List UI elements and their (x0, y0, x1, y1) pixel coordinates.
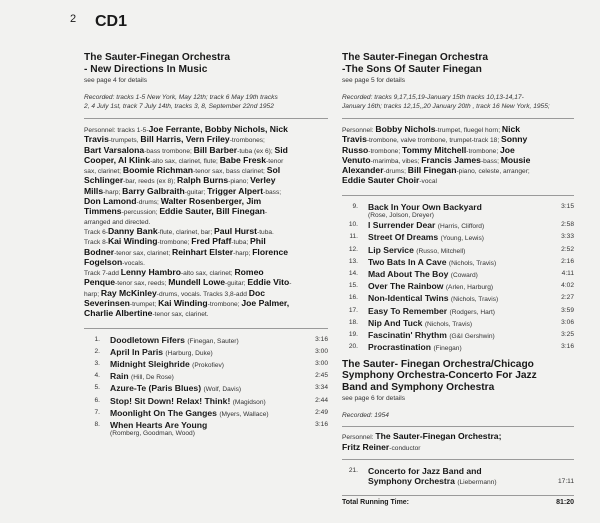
musician-name: Eddie Sauter Choir (342, 175, 420, 186)
musician-name: Walter Rosenberger, Jim (160, 196, 262, 207)
musician-name: Mousie (500, 154, 531, 165)
track-row-21 (342, 466, 574, 492)
left-tracklist (84, 335, 328, 455)
right-divider-2 (342, 195, 574, 196)
musician-name: Francis James (421, 154, 481, 165)
track-number: 2. (94, 347, 100, 355)
musician-name: Lenny Hambro (120, 267, 181, 278)
track-duration: 2:52 (561, 245, 574, 253)
track-duration: 3:16 (561, 343, 574, 351)
musician-name: Nick (501, 124, 521, 134)
personnel-text: -trombone, valve trombone, trumpet-track 18; (366, 137, 501, 145)
track-title-text: Doodletown Fifers (110, 334, 185, 345)
track-number: 6. (94, 396, 100, 404)
musician-name: Romeo (234, 267, 264, 278)
track-title (368, 330, 495, 340)
track-title-text: Lip Service (368, 244, 414, 255)
personnel-text: -bass trombone; (144, 147, 194, 155)
track-title-text: Street Of Dreams (368, 232, 439, 243)
track-number: 17. (348, 306, 358, 314)
track-credit: (Magidson) (232, 398, 266, 406)
musician-name: Ray McKinley (100, 287, 157, 298)
track-title-text: Two Bats In A Cave (368, 256, 447, 267)
musician-name: Bobby Nichols (375, 124, 436, 134)
track-title (368, 293, 498, 303)
musician-name: Kai Winding (107, 236, 158, 247)
right-album-title: The Sauter-Finegan Orchestra -The Sons Of Sauter Finegan (342, 52, 489, 75)
personnel-text: -bass; (480, 157, 501, 165)
track-title (368, 220, 484, 230)
musician-name: Mundell Lowe (168, 277, 225, 288)
musician-name: Florence (252, 246, 289, 257)
track-number: 19. (348, 331, 358, 339)
personnel-text: -bass; (263, 188, 282, 196)
track-title (110, 396, 266, 406)
track-title-text: Azure-Te (Paris Blues) (110, 383, 202, 394)
personnel-line (342, 125, 574, 135)
track-number: 10. (348, 221, 358, 229)
track-title (110, 371, 174, 381)
track-number: 13. (348, 257, 358, 265)
track-duration: 2:58 (561, 221, 574, 229)
track-title (368, 306, 495, 316)
personnel-line (84, 156, 328, 166)
track-number: 4. (94, 372, 100, 380)
personnel-text: sax, clarinet; (84, 168, 123, 176)
musician-name: Paul Hurst (214, 225, 258, 236)
personnel-text: -piano, celeste, arranger; (456, 168, 530, 176)
musician-name: Charlie Albertine (84, 308, 153, 319)
track-title-text: Stop! Sit Down! Relax! Think! (110, 395, 231, 406)
track-title (110, 408, 269, 418)
right-divider (342, 118, 574, 119)
track-title (368, 342, 462, 352)
track-duration: 2:49 (315, 408, 328, 416)
personnel-line (84, 176, 328, 186)
track-credit: (Coward) (450, 272, 478, 280)
musician-name: Timmens (84, 206, 122, 217)
musician-name: Joe Palmer, (241, 298, 290, 309)
track-number: 18. (348, 318, 358, 326)
musician-name: Kai Winding (158, 298, 208, 309)
total-running-time (342, 499, 574, 511)
track-duration: 3:33 (561, 233, 574, 241)
right-divider-4 (342, 459, 574, 460)
track-credit: (Nichols, Travis) (450, 296, 499, 304)
track-title-text: Procrastination (368, 342, 432, 353)
personnel-text: -tuba; (231, 239, 251, 247)
personnel-text: -tuba. (257, 228, 274, 236)
personnel-text: -marimba, vibes; (370, 157, 422, 165)
personnel-text: Personnel: tracks 1-5- (84, 127, 149, 134)
track-title-text: April In Paris (110, 346, 164, 357)
personnel-text: arranged and directed. (84, 218, 151, 226)
track-title-text: I Surrender Dear (368, 220, 436, 231)
musician-name: Bill Finegan (407, 165, 457, 176)
personnel-text: -vocal (419, 178, 437, 186)
personnel-text: -guitar; (225, 280, 248, 288)
musician-name: Sid (274, 144, 288, 155)
left-recorded: Recorded: tracks 1-5 New York, May 12th; track 6 May 19th tracks 2, 4 July 1st, track 7 July 14th, tracks 3, 8, September 22nd 1952 (84, 94, 278, 110)
track-credit: (Romberg, Goodman, Wood) (110, 430, 195, 438)
track-number: 16. (348, 294, 358, 302)
musician-name: Trigger Alpert (207, 185, 264, 196)
track-credit: (Arlen, Harburg) (445, 284, 494, 292)
musician-name: Mills (84, 185, 104, 196)
musician-name: Fred Pfaff (191, 236, 232, 247)
musician-name: Barry Galbraith (122, 185, 185, 196)
track-title-text: Midnight Sleighride (110, 359, 190, 370)
personnel-text: -trumpets, (108, 137, 141, 145)
personnel-text: -piano; (228, 178, 251, 186)
left-album-title: The Sauter-Finegan Orchestra - New Directions In Music (84, 52, 231, 75)
right-personnel (342, 125, 574, 187)
musician-name: Travis (84, 134, 109, 145)
track-title (368, 232, 484, 242)
personnel-text: -harp; (233, 249, 253, 257)
musician-name: Penque (84, 277, 116, 288)
track-number: 3. (94, 360, 100, 368)
track-title (110, 383, 241, 393)
musician-name: Danny Bank (107, 225, 158, 236)
track-number: 12. (348, 245, 358, 253)
personnel-text: Track 7-add (84, 270, 121, 278)
track-duration: 17:11 (557, 477, 574, 485)
personnel-text: -tenor sax, bass clarinet; (193, 168, 267, 176)
personnel-line (84, 309, 328, 319)
track-number: 20. (348, 343, 358, 351)
personnel-text: -alto sax, clarinet; (180, 270, 235, 278)
track-number: 21. (348, 466, 358, 474)
right-column (342, 52, 574, 522)
musician-name: Fogelson (84, 256, 123, 267)
track-title-text: Easy To Remember (368, 305, 448, 316)
musician-name: Don Lamond (84, 196, 137, 207)
track-number: 11. (349, 233, 358, 241)
personnel-text: -drums, vocals. Tracks 3,8-add (156, 290, 249, 298)
right-personnel-2: Personnel: The Sauter-Finegan Orchestra; Fritz Reiner-conductor (342, 431, 502, 452)
musician-name: Schlinger (84, 175, 124, 186)
track-title: Concerto for Jazz Band and Symphony Orchestra (Liebermann) (368, 465, 497, 486)
track-credit: (Hill, De Rose) (131, 374, 174, 382)
track-title (368, 257, 496, 267)
track-credit: (Nichols, Travis) (448, 259, 497, 267)
track-title-text: Fascinatin' Rhythm (368, 330, 447, 341)
personnel-line (84, 207, 328, 217)
track-duration: 2:45 (315, 372, 328, 380)
track-duration: 2:16 (561, 257, 574, 265)
page-number: 2 (70, 13, 77, 25)
track-number: 14. (348, 270, 358, 278)
personnel-text: -tenor sax, clarinet; (114, 249, 172, 257)
musician-name: Reinhart Elster (171, 246, 234, 257)
musician-name: Bill Harris, Vern Friley (140, 134, 230, 145)
track-credit: (Finegan, Sauter) (187, 337, 239, 345)
personnel-text: harp; (84, 290, 101, 298)
track-title (368, 202, 482, 212)
musician-name: Severinsen (84, 298, 130, 309)
personnel-text: Personnel: (342, 127, 376, 134)
personnel-text: -tenor sax, clarinet. (152, 311, 209, 319)
right-see-page: see page 5 for details (342, 77, 406, 84)
musician-name: Babe Fresk (219, 154, 267, 165)
total-label: Total Running Time: (342, 498, 410, 506)
right-recorded: Recorded: tracks 9,17,15,19-January 15th tracks 10,13-14,17- January 16th; tracks 12,15,,20 January 20th , track 16 New York, 1955; (342, 94, 550, 110)
left-divider-2 (84, 328, 328, 329)
track-credit: (Russo, Mitchell) (416, 247, 466, 255)
musician-name: Russo (342, 144, 369, 155)
track-title-text: Rain (110, 371, 129, 382)
track-duration: 3:00 (315, 360, 328, 368)
track-number: 1. (94, 335, 100, 343)
right-divider-3 (342, 426, 574, 427)
track-credit: (Prokofiev) (192, 362, 225, 370)
track-duration: 2:27 (561, 294, 574, 302)
track-credit: (Rodgers, Hart) (449, 308, 495, 316)
cd-label: CD1 (95, 13, 128, 30)
personnel-text: -harp; (103, 188, 123, 196)
personnel-text: - (289, 280, 292, 288)
track-duration: 4:11 (561, 270, 574, 278)
musician-name: Eddie Sauter, Bill Finegan (159, 206, 265, 217)
track-title (110, 347, 213, 357)
track-credit: (Rose, Jolson, Dreyer) (368, 211, 434, 219)
track-title (368, 269, 478, 279)
personnel-line (342, 176, 574, 186)
track-title (368, 281, 493, 291)
right-album-title-2: The Sauter- Finegan Orchestra/Chicago Symphony Orchestra-Concerto For Jazz Band and Symphony Orchestra (342, 358, 537, 393)
musician-name: Phil (250, 236, 266, 247)
track-title (110, 359, 224, 369)
track-title-text: Mad About The Boy (368, 269, 449, 280)
musician-name: Ralph Burns (177, 175, 229, 186)
track-title (110, 335, 239, 345)
personnel-text: - (264, 209, 268, 217)
track-number: 5. (94, 384, 100, 392)
track-duration: 3:16 (315, 335, 328, 343)
musician-name: Travis (342, 134, 367, 145)
personnel-text: -trumpet, fluegel horn; (435, 127, 502, 134)
right-tracklist (342, 201, 574, 353)
musician-name: Verley (250, 175, 276, 186)
left-personnel (84, 125, 328, 320)
musician-name: Joe (500, 144, 515, 155)
personnel-text: -guitar; (184, 188, 208, 196)
track-credit: (Finegan) (433, 345, 462, 353)
personnel-text: -percussion; (121, 209, 160, 217)
musician-name: Venuto (342, 154, 371, 165)
track-duration: 4:02 (561, 282, 574, 290)
right-see-page-2: see page 6 for details (342, 395, 406, 403)
personnel-text: Track 8- (84, 239, 108, 247)
musician-name: Alexander (342, 165, 384, 176)
personnel-text: -trombone; (368, 147, 402, 155)
left-column (84, 52, 328, 522)
track-title-text: Over The Rainbow (368, 281, 444, 292)
track-title-text: Nip And Tuck (368, 317, 423, 328)
personnel-text: -tenor (266, 157, 284, 165)
track-title-text: Moonlight On The Ganges (110, 407, 217, 418)
track-credit: (G&I Gershwin) (449, 333, 495, 341)
track-duration: 3:16 (315, 421, 328, 429)
track-duration: 3:15 (561, 202, 574, 210)
personnel-text: -trombone; (466, 147, 501, 155)
personnel-text: -tenor sax, reeds; (115, 280, 169, 288)
musician-name: Boomie Richman (122, 165, 194, 176)
personnel-text: -vocals. (122, 259, 145, 267)
personnel-text: -trombone; (207, 301, 242, 309)
track-credit: (Young, Lewis) (440, 235, 484, 243)
track-title-text: When Hearts Are Young (110, 420, 208, 431)
track-title (110, 420, 207, 430)
musician-name: Bart Varsalona (84, 144, 145, 155)
track-duration: 3:06 (561, 318, 574, 326)
track-credit: (Nichols, Travis) (424, 320, 473, 328)
personnel-text: -bar, reeds (ex 8); (123, 178, 178, 186)
personnel-text: -alto sax, clarinet, flute; (150, 157, 220, 165)
personnel-text: -flute, clarinet, bar; (157, 228, 215, 236)
musician-name: Cooper, Al Klink (84, 154, 151, 165)
track-number: 9. (352, 202, 358, 210)
musician-name: Sol (266, 165, 281, 176)
track-credit: (Wolf, Davis) (203, 386, 242, 394)
right-divider-5 (342, 495, 574, 496)
personnel-text: -tuba (ex 6); (237, 147, 275, 155)
personnel-text: -drums; (136, 199, 161, 207)
track-duration: 3:00 (315, 347, 328, 355)
musician-name: Bill Barber (193, 144, 238, 155)
musician-name: Eddie Vito (247, 277, 290, 288)
track-title (368, 245, 465, 255)
track-title (368, 318, 472, 328)
personnel-text: -drums; (383, 168, 408, 176)
track-duration: 3:25 (561, 331, 574, 339)
total-value: 81:20 (556, 498, 574, 506)
track-number: 8. (94, 421, 100, 429)
musician-name: Sonny (501, 134, 528, 145)
right-recorded-2: Recorded: 1954 (342, 412, 389, 420)
track-duration: 3:34 (315, 384, 328, 392)
musician-name: Doc (248, 287, 265, 298)
musician-name: Tommy Mitchell (401, 144, 467, 155)
track-credit: (Harburg, Duke) (165, 349, 213, 357)
track-title-text: Back In Your Own Backyard (368, 201, 482, 212)
track-number: 7. (94, 408, 100, 416)
musician-name: Bodner (84, 246, 115, 257)
personnel-text: Track 6- (84, 228, 108, 236)
track-duration: 2:44 (315, 396, 328, 404)
track-credit: (Harris, Clifford) (437, 223, 485, 231)
personnel-text: -trombones; (229, 137, 265, 145)
musician-name: Joe Ferrante, Bobby Nichols, Nick (148, 124, 288, 134)
left-see-page: see page 4 for details (84, 77, 148, 84)
track-duration: 3:59 (561, 306, 574, 314)
track-title-text: Non-Identical Twins (368, 293, 449, 304)
track-number: 15. (348, 282, 358, 290)
left-divider (84, 118, 328, 119)
track-credit: (Myers, Wallace) (219, 410, 269, 418)
personnel-text: -trombone; (157, 239, 192, 247)
personnel-text: -trumpet; (129, 301, 159, 309)
